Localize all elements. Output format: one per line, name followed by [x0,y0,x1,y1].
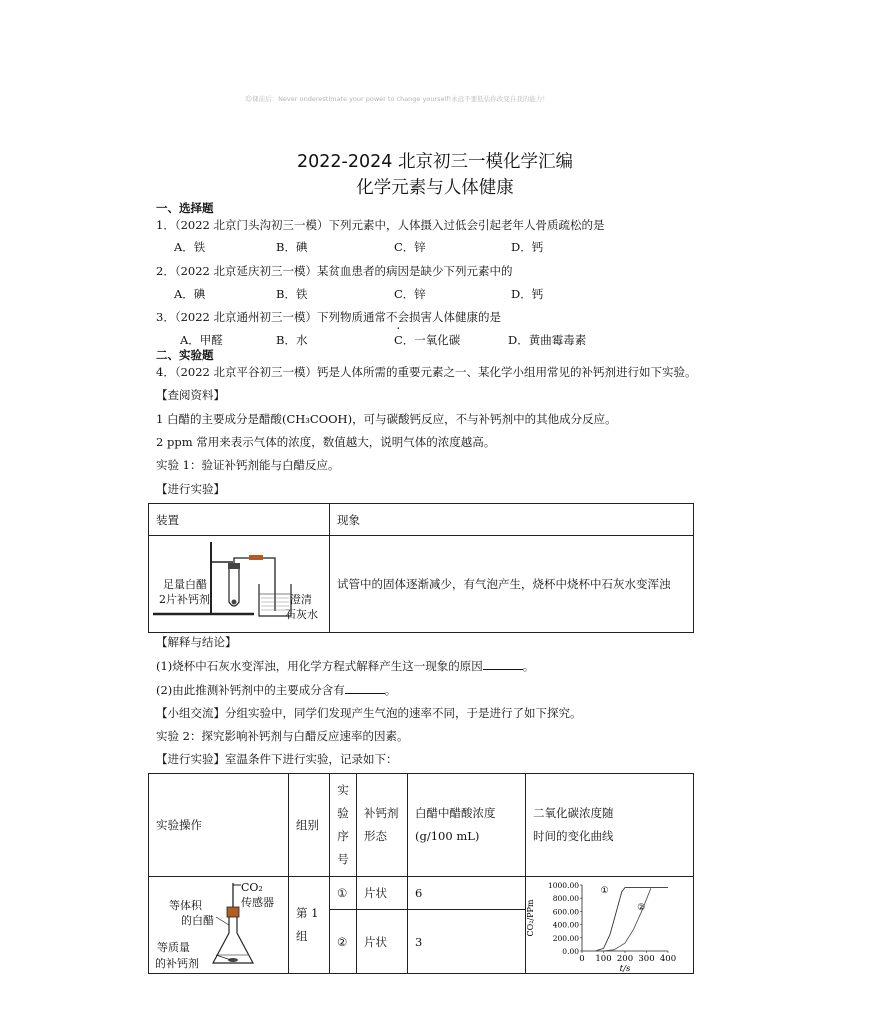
chart-x-tick-label: 200 [616,954,634,964]
chart-y-tick-label: 600.00 [552,907,579,917]
q3-option-a: A．甲醛 [180,333,223,347]
q3-stem: 3．（2022 北京通州初三一模）下列物质通常不会损害人体健康的是 [156,310,501,324]
table2-header-group: 组别 [289,774,330,877]
q4-exp1-title: 实验 1：验证补钙剂能与白醋反应。 [156,458,340,472]
table2-header-seq: 实 验 序 号 [330,774,357,877]
chart-y-tick-label: 1000.00 [547,881,579,890]
q4-stem: 4．（2022 北京平谷初三一模）钙是人体所需的重要元素之一、某化学小组用常见的补钙剂进行如下实验。 [156,365,697,379]
q2-option-d: D．钙 [511,287,544,301]
watermark: ☺课前后：Never underestimate your power to change yourself!永远不要低估你改变自我的能力！ [245,95,549,103]
table1-header-phenomenon: 现象 [330,504,694,536]
table2-row2-seq: ② [330,910,357,974]
chart-x-tick-label: 100 [595,954,612,964]
flask-stopper [227,907,239,917]
chart-series-line-1 [582,885,668,951]
table2-row1-form: 片状 [357,877,408,910]
table1-phenomenon: 试管中的固体逐渐减少，有气泡产生，烧杯中烧杯中石灰水变浑浊 [330,536,694,633]
table1-apparatus-cell [149,536,330,633]
q4-do-exp-heading: 【进行实验】 [156,482,225,496]
table2-group-1: 第 1 组 [289,877,330,974]
q1-stem: 1．（2022 北京门头沟初三一模）下列元素中，人体摄入过低会引起老年人骨质疏松的是 [156,218,605,232]
label-of-vinegar: 的白醋 [181,914,214,927]
q2-stem: 2．（2022 北京延庆初三一模）某贫血患者的病因是缺少下列元素中的 [156,264,513,278]
co2-chart [526,877,677,974]
q1-option-a: A．铁 [174,240,206,254]
table2-header-curve: 二氧化碳浓度随 时间的变化曲线 [526,774,694,877]
label-equal-mass: 等质量 [157,941,190,954]
stopper [228,563,240,569]
q1-option-c: C．锌 [394,240,426,254]
answer-blank-2[interactable] [345,683,385,694]
table2-header-form: 补钙剂 形态 [357,774,408,877]
table2-row1-conc: 6 [408,877,526,910]
chart-series-line-2 [582,885,651,951]
answer-blank-1[interactable] [483,659,523,670]
chart-x-tick-label: 400 [659,954,677,964]
table2-row1-seq: ① [330,877,357,910]
q4-group-discussion: 【小组交流】分组实验中，同学们发现产生气泡的速率不同，于是进行了如下探究。 [156,706,582,720]
delivery-tube [234,558,275,611]
doc-subtitle: 化学元素与人体健康 [356,178,514,198]
table2-apparatus-cell [149,877,289,974]
doc-title: 2022-2024 北京初三一模化学汇编 [297,152,573,172]
label-equal-volume: 等体积 [169,899,202,912]
flask-tablet [228,958,238,962]
label-sensor: 传感器 [241,896,274,909]
chart-y-tick-label: 200.00 [552,933,579,943]
q4-info-2: 2 ppm 常用来表示气体的浓度，数值越大，说明气体的浓度越高。 [156,435,496,449]
q2-option-b: B．铁 [276,287,308,301]
chart-x-tick-label: 0 [579,954,585,964]
chart-y-tick-label: 800.00 [552,894,579,904]
experiment-2-table [148,773,694,974]
chart-series-label-1: ① [600,885,609,896]
q1-option-d: D．钙 [511,240,544,254]
table1-header-apparatus: 装置 [149,504,330,536]
tablets [232,600,237,605]
q2-option-c: C．锌 [394,287,426,301]
chart-x-label: t/s [619,964,631,974]
label-calcium-tablets: 2片补钙剂 [159,593,210,606]
q3-option-d: D．黄曲霉毒素 [508,333,587,347]
section-choice: 一、选择题 [156,201,214,215]
rubber-connector [249,555,263,560]
table2-chart-cell [526,877,694,974]
chart-series-label-2: ② [637,903,646,914]
q3-option-c: C．一氧化碳 [394,333,461,347]
table2-row2-conc: 3 [408,910,526,974]
q4-part-1: (1)烧杯中石灰水变浑浊，用化学方程式解释产生这一现象的原因 。 [156,659,535,673]
label-co2: CO₂ [241,881,263,894]
label-vinegar: 足量白醋 [163,578,207,591]
leader-vinegar [216,917,229,925]
q4-lookup-heading: 【查阅资料】 [156,388,225,402]
q4-exp2-title: 实验 2：探究影响补钙剂与白醋反应速率的因素。 [156,729,409,743]
label-limewater: 石灰水 [285,608,318,621]
section-experiment: 二、实验题 [156,348,214,362]
chart-y-tick-label: 400.00 [552,920,579,930]
table2-header-operation: 实验操作 [149,774,289,877]
label-clear: 澄清 [290,593,312,606]
q4-info-1: 1 白醋的主要成分是醋酸(CH₃COOH)，可与碳酸钙反应，不与补钙剂中的其他成分反应。 [156,412,617,426]
table2-header-concentration: 白醋中醋酸浓度 (g/100 mL) [408,774,526,877]
q4-explain-heading: 【解释与结论】 [156,635,237,649]
chart-y-tick-label: 0.00 [562,947,579,956]
q3-option-b: B．水 [276,333,308,347]
table2-row2-form: 片状 [357,910,408,974]
q4-do-exp2-heading: 【进行实验】室温条件下进行实验，记录如下： [156,752,398,766]
leader-tablet [216,955,231,960]
q2-option-a: A．碘 [174,287,206,301]
chart-x-tick-label: 300 [638,954,655,964]
chart-y-label: CO₂/PPm [526,899,535,937]
experiment-1-table [148,503,694,633]
q1-option-b: B．碘 [276,240,308,254]
q4-part-2: (2)由此推测补钙剂中的主要成分含有 。 [156,683,397,697]
label-of-tablets: 的补钙剂 [155,957,199,970]
